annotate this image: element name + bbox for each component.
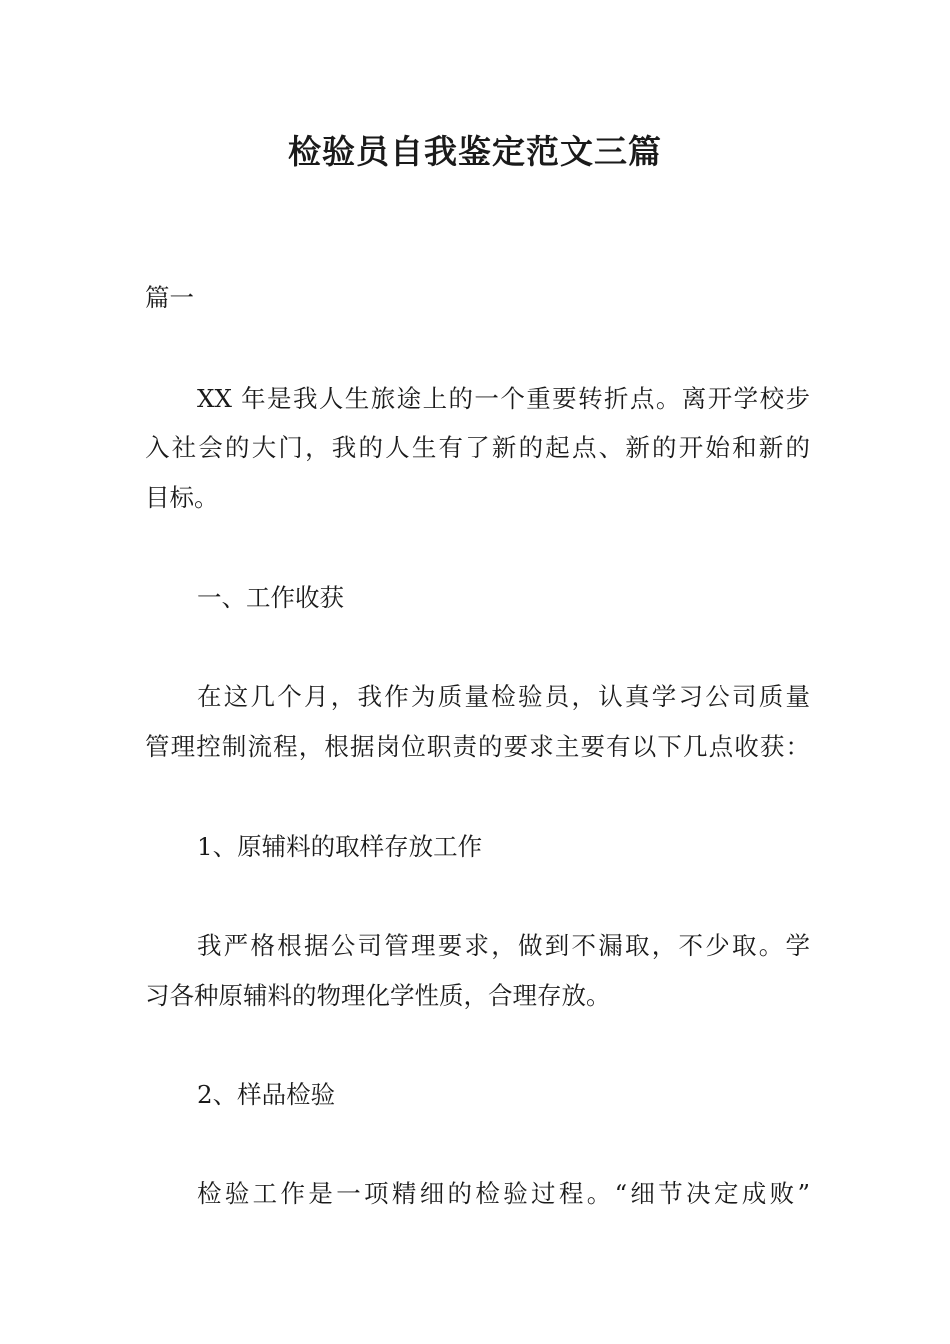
list-item-2: 2、样品检验 xyxy=(197,1080,336,1109)
list-item-1: 1、原辅料的取样存放工作 xyxy=(197,832,483,861)
section-heading: 一、工作收获 xyxy=(197,583,344,612)
paragraph-3-line-1: 检验工作是一项精细的检验过程。“细节决定成败” xyxy=(197,1179,810,1208)
paragraph-1-line-1: 在这几个月，我作为质量检验员，认真学习公司质量 xyxy=(197,682,810,711)
paragraph-1-line-2: 管理控制流程，根据岗位职责的要求主要有以下几点收获： xyxy=(145,732,810,761)
intro-line-3: 目标。 xyxy=(145,483,219,512)
paragraph-2-line-1: 我严格根据公司管理要求，做到不漏取，不少取。学 xyxy=(197,931,810,960)
intro-line-1: XX 年是我人生旅途上的一个重要转折点。离开学校步 xyxy=(197,384,810,413)
document-title: 检验员自我鉴定范文三篇 xyxy=(288,132,662,171)
paragraph-2-line-2: 习各种原辅料的物理化学性质，合理存放。 xyxy=(145,981,611,1010)
intro-line-2: 入社会的大门，我的人生有了新的起点、新的开始和新的 xyxy=(145,433,810,462)
section-label: 篇一 xyxy=(145,283,194,312)
